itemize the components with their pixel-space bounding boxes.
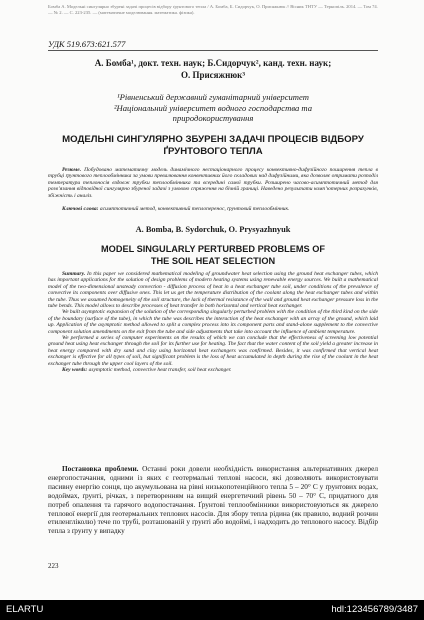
body-paragraph (48, 465, 378, 536)
title-ua-line2: ҐРУНТОВОГО ТЕПЛА (163, 145, 263, 157)
body-text: Останні роки довели необхідність використання альтернативних джерел енергопостачання, одними із яких є геотермальні теплові насоси, які дозволяють використовувати пасивну енергію сонця, що акумульована на рівні низькопотенційного тепла 5 – 20° C у ґрунтових водах, водоймах, ґрунті, річках, з перетворенням на вищий енергетичний рівень 50 – 70° C, придатного для потреб опалення та гарячого водопостачання. Ґрунтові теплообмінники використовуються як джерело теплової енергії для геотермальних теплових насосів. Для збору тепла рідина (як правило, водний розчин етиленгліколю) тече по трубі, розташованій у ґрунті або водоймі, і надходить до теплового насосу. Відбір тепла з ґрунту у випадку (48, 464, 378, 536)
affiliation-2-cont: природокористування (172, 113, 254, 123)
handle-id: hdl:123456789/3487 (331, 604, 418, 615)
title-en (48, 244, 378, 267)
keywords-en-label: Key words: (62, 367, 88, 374)
summary-p2-text: We built asymptotic expansion of the solution of the corresponding singularly perturbed problem with the condition of the third kind on the side of the boundary (surface of the tube), in which the tube was describes the interaction of the heat exchanger with an array of the ground, which laid up. Application of the asymptotic method allowed to split a complex process into its component parts and stand-alone supplement to the convective component solution amendments on the exit from the tube and side adjustments that take into account the influence of ambient temperature. (48, 309, 378, 335)
summary-paragraph-2 (48, 309, 378, 335)
running-head: Бомба А. Модельні сингулярно збурені задачі процесів відбору ґрунтового тепла / А. Бомба, Б. Сидорчук, О. Присяжнюк // Вісник ТНТУ — Тернопіль. 2014. — Том 74. — № 2. — С. 223-235. — (математичне моделювання. математика. фізика). (48, 4, 378, 15)
abstract-ua-label: Резюме. (62, 167, 82, 173)
keywords-ua (48, 206, 378, 212)
affiliations (60, 92, 366, 124)
repository-name: ELARTU (6, 604, 44, 615)
summary-en (48, 271, 378, 374)
page-number: 223 (48, 562, 59, 570)
title-en-line1: MODEL SINGULARLY PERTURBED PROBLEMS OF (101, 244, 325, 254)
authors-ua-line2: О. Присяжнюк³ (180, 69, 246, 80)
summary-p3-text: We performed a series of computer experiments on the results of which we can conclude that the effectiveness of screening low potential ground heat using heat exchanger through the soil for its further use for heating. The fact that the water content of the soil yield a greater increase in heat energy compared with dry sand and clay using horizontal heat exchangers was confirmed. Besides, it was confirmed that vertical heat exchanger is effective for all types of soil, but significant problem is the loss of heat accumulated in depth during the rise of the coolant in the heat exchanger tube through the upper cool layers of the soil. (48, 335, 378, 367)
keywords-en (48, 367, 378, 373)
authors-ua-line1: А. Бомба¹, докт. техн. наук; Б.Сидорчук², канд. техн. наук; (94, 58, 332, 68)
divider (48, 50, 378, 51)
title-en-line2: THE SOIL HEAT SELECTION (150, 255, 276, 266)
title-ua-line1: МОДЕЛЬНІ СИНГУЛЯРНО ЗБУРЕНІ ЗАДАЧІ ПРОЦЕСІВ ВІДБОРУ (62, 134, 364, 145)
authors-en: A. Bomba, B. Sydorchuk, O. Prysyazhnyuk (135, 225, 291, 234)
summary-paragraph-1 (48, 271, 378, 309)
abstract-ua-text: Побудовано математичну модель динамічного нестаціонарного процесу конвективно-дифузійного поширення тепла в трубці ґрунтового теплообмінника за умови превалювання конвективних його складових над дифузійними, яка дозволяє отримати розподіл температури теплоносія вздовж трубки теплообмінника та всередині самої трубки. Розширено часово-асимптотичний метод для розв’язання відповідної сингулярно збуреної задачі з умовою спряження на бічній границі. Наведено результати комп’ютерних розрахунків, збіжність і аналіз. (48, 167, 379, 199)
summary-label: Summary. (62, 271, 86, 277)
affiliation-1: ¹Рівненський державний гуманітарний університет (117, 92, 309, 102)
title-ua (48, 134, 378, 157)
summary-p1-text: In this paper we considered mathematical modeling of groundwater heat selection using the ground heat exchanger tubes, which has important applications for the solution of design problems of modern heating systems using renewable energy sources. We built a mathematical model of the two-dimensional unsteady convection - diffusion process of heat in a heat exchanger tube soil, under conditions of the prevalence of convective its components over diffusive ones. This let us get the temperature distribution of the coolant along the heat exchanger tubes and within the tube. Thus we assumed homogeneity of the soil structure, the lack of thermal resistance of the wall and ground heat exchanger pressure loss in the tube bends. This model allows to describe processes of heat transfer in both horizontal and vertical heat exchanger. (48, 271, 379, 310)
udk-code: УДК 519.673:621.577 (48, 39, 126, 49)
body-section-label: Постановка проблеми. (62, 464, 139, 473)
summary-paragraph-3 (48, 335, 378, 367)
keywords-ua-text: асимптотичний метод, конвективний теплоперенос, ґрунтовий теплообмінник. (99, 206, 290, 212)
keywords-en-text: asymptotic method, convective heat transfer, soil heat exchanger. (88, 367, 232, 374)
authors-ua (48, 58, 378, 81)
repository-footer (0, 600, 424, 620)
abstract-ua (48, 167, 378, 199)
keywords-ua-label: Ключові слова: (62, 206, 99, 212)
affiliation-2: ²Національний університет водного господарства та (113, 102, 313, 113)
